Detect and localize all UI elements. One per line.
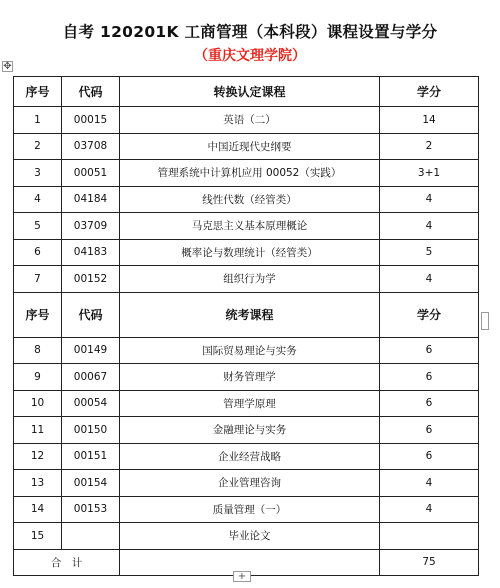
row-course: 管理系统中计算机应用 00052（实践） <box>120 160 380 187</box>
page-subtitle: （重庆文理学院） <box>194 48 306 64</box>
row-code: 04183 <box>62 239 120 266</box>
row-course: 中国近现代史纲要 <box>120 133 380 160</box>
row-credit: 6 <box>380 337 479 364</box>
row-credit: 6 <box>380 417 479 444</box>
row-course: 企业经营战略 <box>120 443 380 470</box>
row-credit: 5 <box>380 239 479 266</box>
row-no: 14 <box>14 496 62 523</box>
row-no: 5 <box>14 213 62 240</box>
table-row <box>14 213 479 240</box>
header-code: 代码 <box>62 292 120 337</box>
row-credit: 14 <box>380 107 479 134</box>
table-row <box>14 107 479 134</box>
row-course: 企业管理咨询 <box>120 470 380 497</box>
row-no: 4 <box>14 186 62 213</box>
row-code: 04184 <box>62 186 120 213</box>
row-no: 7 <box>14 266 62 293</box>
unified-header-row <box>14 292 479 337</box>
table-row <box>14 186 479 213</box>
row-code: 00152 <box>62 266 120 293</box>
table-row <box>14 443 479 470</box>
row-credit: 2 <box>380 133 479 160</box>
row-no: 8 <box>14 337 62 364</box>
row-no: 12 <box>14 443 62 470</box>
row-code: 00067 <box>62 364 120 391</box>
row-course: 毕业论文 <box>120 523 380 550</box>
row-code: 03708 <box>62 133 120 160</box>
row-credit: 4 <box>380 266 479 293</box>
plus-icon[interactable]: + <box>233 571 251 582</box>
row-no: 10 <box>14 390 62 417</box>
header-credit: 学分 <box>380 77 479 107</box>
row-code: 00054 <box>62 390 120 417</box>
table-row <box>14 523 479 550</box>
row-credit <box>380 523 479 550</box>
row-no: 11 <box>14 417 62 444</box>
row-code <box>62 523 120 550</box>
row-code: 00015 <box>62 107 120 134</box>
row-course: 国际贸易理论与实务 <box>120 337 380 364</box>
row-course: 英语（二） <box>120 107 380 134</box>
course-table-body <box>14 77 479 576</box>
table-row <box>14 390 479 417</box>
course-table <box>13 76 479 576</box>
row-course: 管理学原理 <box>120 390 380 417</box>
table-row <box>14 266 479 293</box>
row-no: 1 <box>14 107 62 134</box>
row-credit: 6 <box>380 364 479 391</box>
total-credit: 75 <box>380 549 479 575</box>
move-arrows-icon[interactable]: ✥ <box>3 61 12 72</box>
header-course: 统考课程 <box>120 292 380 337</box>
total-label: 合 计 <box>14 549 120 575</box>
table-row <box>14 496 479 523</box>
row-credit: 4 <box>380 186 479 213</box>
header-course: 转换认定课程 <box>120 77 380 107</box>
row-no: 3 <box>14 160 62 187</box>
page-title: 自考 120201K 工商管理（本科段）课程设置与学分 <box>62 23 438 41</box>
row-code: 00151 <box>62 443 120 470</box>
row-no: 2 <box>14 133 62 160</box>
header-no: 序号 <box>14 77 62 107</box>
row-code: 03709 <box>62 213 120 240</box>
table-row <box>14 470 479 497</box>
row-no: 15 <box>14 523 62 550</box>
row-course: 马克思主义基本原理概论 <box>120 213 380 240</box>
row-credit: 6 <box>380 390 479 417</box>
row-code: 00150 <box>62 417 120 444</box>
row-no: 9 <box>14 364 62 391</box>
row-course: 组织行为学 <box>120 266 380 293</box>
row-credit: 6 <box>380 443 479 470</box>
table-row <box>14 160 479 187</box>
row-no: 13 <box>14 470 62 497</box>
row-credit: 4 <box>380 470 479 497</box>
resize-handle-icon[interactable] <box>481 312 489 330</box>
transfer-header-row <box>14 77 479 107</box>
row-course: 金融理论与实务 <box>120 417 380 444</box>
row-credit: 4 <box>380 496 479 523</box>
row-course: 线性代数（经管类） <box>120 186 380 213</box>
header-code: 代码 <box>62 77 120 107</box>
row-code: 00051 <box>62 160 120 187</box>
table-row <box>14 364 479 391</box>
row-course: 概率论与数理统计（经管类） <box>120 239 380 266</box>
row-code: 00154 <box>62 470 120 497</box>
table-row <box>14 133 479 160</box>
row-code: 00153 <box>62 496 120 523</box>
row-code: 00149 <box>62 337 120 364</box>
table-row <box>14 337 479 364</box>
row-course: 质量管理（一） <box>120 496 380 523</box>
row-credit: 4 <box>380 213 479 240</box>
table-row <box>14 417 479 444</box>
row-course: 财务管理学 <box>120 364 380 391</box>
row-credit: 3+1 <box>380 160 479 187</box>
header-credit: 学分 <box>380 292 479 337</box>
header-no: 序号 <box>14 292 62 337</box>
row-no: 6 <box>14 239 62 266</box>
table-row <box>14 239 479 266</box>
